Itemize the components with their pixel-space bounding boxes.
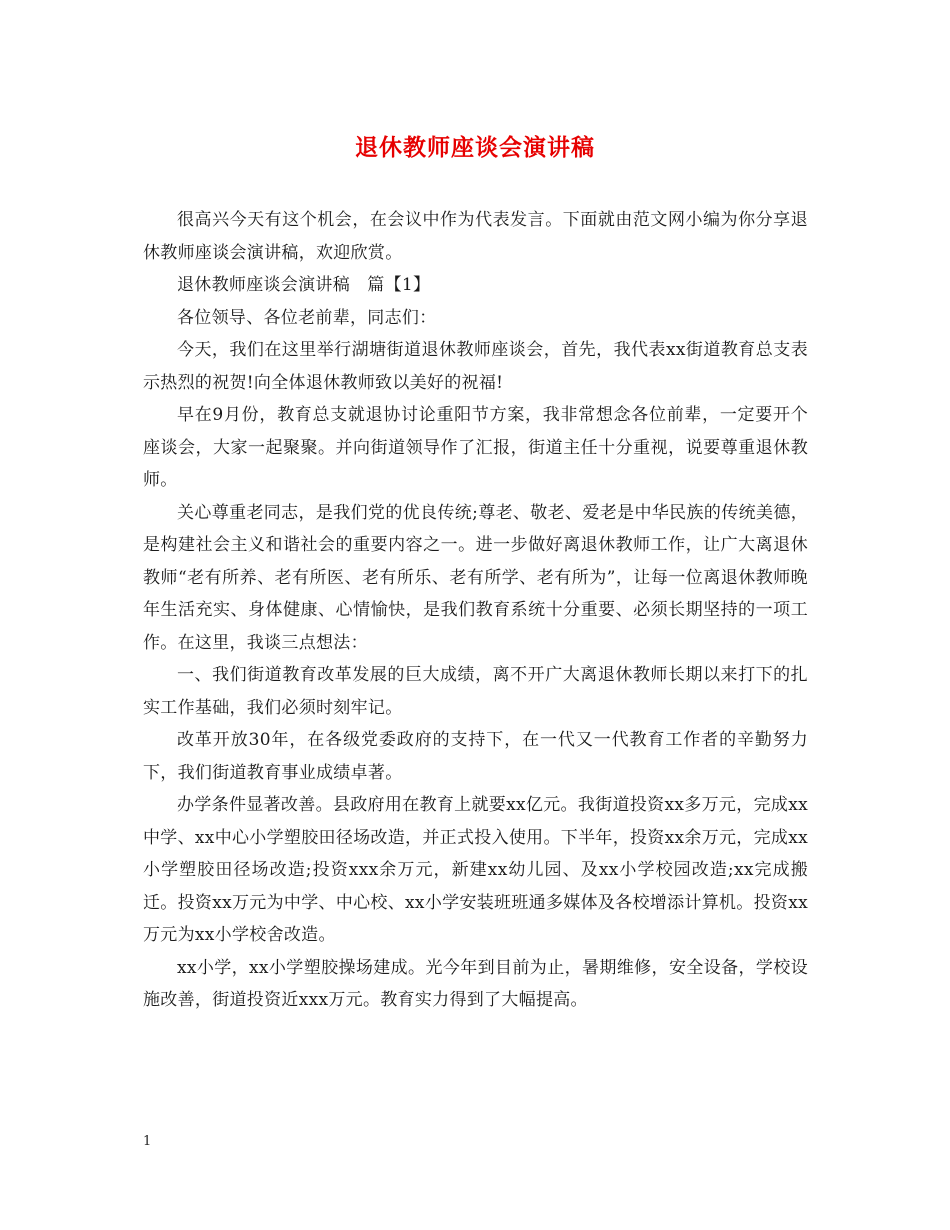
paragraph-salutation: 各位领导、各位老前辈，同志们： [177,307,437,328]
document-body [143,204,808,1017]
paragraph-section-heading: 退休教师座谈会演讲稿 篇【1】 [177,275,431,295]
document-title: 退休教师座谈会演讲稿 [355,134,595,161]
paragraph-reform: 改革开放30年，在各级党委政府的支持下，在一代又一代教育工作者的辛勤努力下，我们街道教育事业成绩卓著。 [143,730,808,783]
page-number: 1 [143,1134,152,1149]
paragraph-conditions: 办学条件显著改善。县政府用在教育上就要xx亿元。我街道投资xx多万元，完成xx中学、xx中心小学塑胶田径场改造，并正式投入使用。下半年，投资xx余万元，完成xx小学塑胶田径场改造;投资xxx余万元，新建xx幼儿园、及xx小学校园改造;xx完成搬迁。投资xx万元为中学、中心校、xx小学安装班班通多媒体及各校增添计算机。投资xx万元为xx小学校舍改造。 [143,795,808,945]
paragraph-background: 早在9月份，教育总支就退协讨论重阳节方案，我非常想念各位前辈，一定要开个座谈会，大家一起聚聚。并向街道领导作了汇报，街道主任十分重视，说要尊重退休教师。 [143,405,808,490]
paragraph-intro: 很高兴今天有这个机会，在会议中作为代表发言。下面就由范文网小编为你分享退休教师座谈会演讲稿，欢迎欣赏。 [143,210,808,263]
paragraph-greeting: 今天，我们在这里举行湖塘街道退休教师座谈会，首先，我代表xx街道教育总支表示热烈的祝贺!向全体退休教师致以美好的祝福! [143,340,808,393]
paragraph-investment: xx小学，xx小学塑胶操场建成。光今年到目前为止，暑期维修，安全设备，学校设施改善，街道投资近xxx万元。教育实力得到了大幅提高。 [143,957,808,1010]
paragraph-point-one: 一、我们街道教育改革发展的巨大成绩，离不开广大离退休教师长期以来打下的扎实工作基础，我们必须时刻牢记。 [143,665,808,718]
paragraph-tradition: 关心尊重老同志，是我们党的优良传统;尊老、敬老、爱老是中华民族的传统美德，是构建社会主义和谐社会的重要内容之一。进一步做好离退休教师工作，让广大离退休教师“老有所养、老有所医、老有所乐、老有所学、老有所为”，让每一位离退休教师晚年生活充实、身体健康、心情愉快，是我们教育系统十分重要、必须长期坚持的一项工作。在这里，我谈三点想法： [143,502,808,653]
